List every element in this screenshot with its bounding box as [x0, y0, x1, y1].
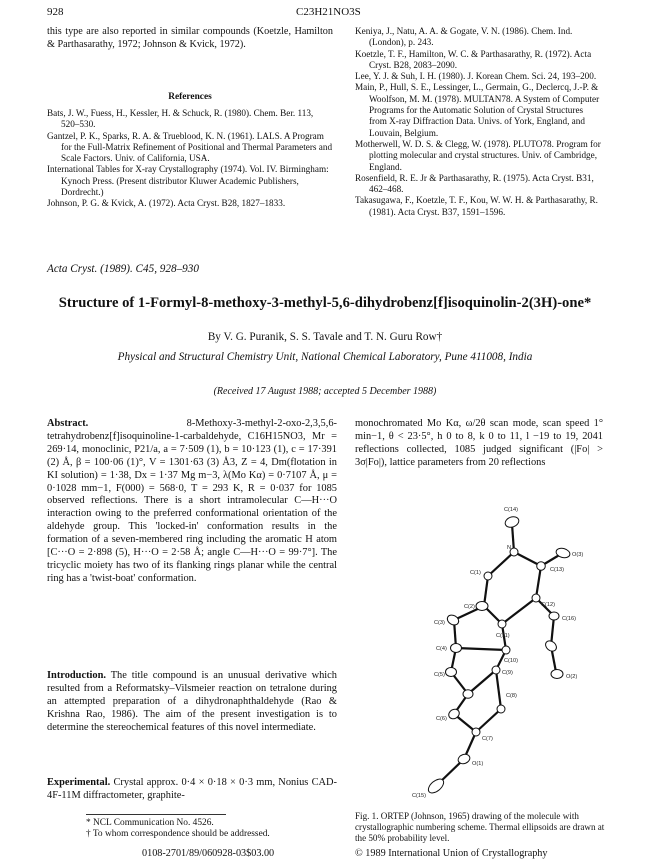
article-affiliation: Physical and Structural Chemistry Unit, National Chemical Laboratory, Pune 411008, India: [117, 351, 533, 363]
atom-label: C(4): [436, 646, 447, 652]
atom-label: C(5): [434, 672, 445, 678]
atom-label: N: [507, 545, 512, 551]
figure-caption: Fig. 1. ORTEP (Johnson, 1965) drawing of the molecule with crystallographic numbering scheme. Thermal ellipsoids are drawn at the 50% probability level.: [355, 811, 605, 843]
abstract-text: 8-Methoxy-3-methyl-2-oxo-2,3,5,6-tetrahydrobenz[f]isoquinoline-1-carbaldehyde, C16H15NO3, Mr = 269·14, monoclinic, P21/a, a = 7·509 (1), b = 10·123 (1), c = 17·391 (2) Å, β = 100·06 (1)°, V = 1301·63 (3) Å3, Z = 4, Dm(flotation in KI solution) = 1·38, Dx = 1·37 Mg m−3, λ(Mo Kα) = 0·7107 Å, μ = 0·1028 mm−1, F(000) = 568·0, T = 293 K, R = 0·037 for 1085 observed reflections. There is a short intramolecular C—H···O interaction owing to the preferred conformational orientation of the aldehyde group. This 'locked-in' conformation results in the formation of a seven-membered ring including the aromatic H atom [C···O = 2·898 (5), H···O = 2·58 Å; angle C—H···O = 99·7°]. The tricyclic moiety has two of its flanking rings planar while the central ring has a 'twist-boat' conformation.: [47, 418, 337, 584]
abstract-label: Abstract.: [47, 418, 89, 429]
running-title: C23H21NO3S: [296, 6, 361, 18]
footnotes: [86, 818, 336, 841]
received-dates: (Received 17 August 1988; accepted 5 December 1988): [213, 386, 437, 397]
introduction-label: Introduction.: [47, 670, 106, 681]
atom-label: C(7): [482, 736, 493, 742]
footnote-rule: [86, 814, 226, 815]
article-title: Structure of 1-Formyl-8-methoxy-3-methyl-5,6-dihydrobenz[f]isoquinolin-2(3H)-one*: [58, 295, 592, 311]
previous-article-continuation: this type are also reported in similar compounds (Koetzle, Hamilton & Parthasarathy, 1972; Johnson & Kvick, 1972).: [47, 26, 333, 50]
footnote-correspondence: † To whom correspondence should be addressed.: [86, 829, 270, 840]
reference-item: Bats, J. W., Fuess, H., Kessler, H. & Schuck, R. (1980). Chem. Ber. 113, 520–530.: [47, 108, 314, 130]
atom-label: C(13): [550, 567, 564, 573]
references-right: [355, 26, 603, 218]
footer-code: 0108-2701/89/060928-03$03.00: [142, 848, 275, 859]
atom-label: C(12): [541, 602, 555, 608]
reference-item: Koetzle, T. F., Hamilton, W. C. & Parthasarathy, R. (1972). Acta Cryst. B28, 2083–2090.: [355, 48, 592, 70]
atom-label: C(6): [436, 716, 447, 722]
reference-item: Keniya, J., Natu, A. A. & Gogate, V. N. (1986). Chem. Ind. (London), p. 243.: [355, 26, 573, 48]
abstract: [47, 418, 337, 586]
footer-copyright: © 1989 International Union of Crystallography: [355, 848, 548, 859]
experimental: [47, 777, 337, 803]
introduction-text: The title compound is an unusual derivative which resulted from a Reformatsky–Vilsmeier reaction on tetralone during an attempted preparation of a dihydronaphthaldehyde (Rao & Krishna Rao, 1986). The aim of the present investigation is to determine the stereochemical features of this novel intermediate.: [47, 670, 337, 733]
reference-item: Johnson, P. G. & Kvick, A. (1972). Acta Cryst. B28, 1827–1833.: [47, 198, 286, 209]
atom-label: C(15): [412, 793, 426, 799]
references-left: [47, 92, 333, 210]
article-authors: By V. G. Puranik, S. S. Tavale and T. N. Guru Row†: [207, 331, 443, 343]
reference-item: Takasugawa, F., Koetzle, T. F., Kou, W. W. H. & Parthasarathy, R. (1981). Acta Cryst. B37, 1591–1596.: [355, 195, 598, 217]
reference-item: Main, P., Hull, S. E., Lessinger, L., Germain, G., Declercq, J.-P. & Woolfson, M. M. (1978). MULTAN78. A System of Computer Programs for the Automatic Solution of Crystal Structures from X-ray Diffraction Data. Univs. of York, England, and Louvain, Belgium.: [355, 82, 600, 138]
atom-label: O(1): [472, 761, 484, 767]
thermal-ellipsoids: [426, 515, 571, 796]
introduction: [47, 670, 337, 735]
journal-reference: Acta Cryst. (1989). C45, 928–930: [47, 263, 199, 275]
experimental-continued: monochromated Mo Kα, ω/2θ scan mode, scan speed 1° min−1, θ < 23·5°, h 0 to 8, k 0 to 11, l −19 to 19, 2041 reflections collected, 1085 judged significant (|Fo| > 3σ|Fo|), lattice parameters from 20 reflections: [355, 418, 603, 468]
atom-label: O(3): [572, 552, 584, 558]
atom-label: C(8): [506, 693, 517, 699]
reference-item: Lee, Y. J. & Suh, I. H. (1980). J. Korean Chem. Sci. 24, 193–200.: [355, 71, 597, 82]
atom-label: C(16): [562, 616, 576, 622]
atom-label: C(14): [504, 507, 518, 513]
reference-item: Rosenfield, R. E. Jr & Parthasarathy, R. (1975). Acta Cryst. B31, 462–468.: [355, 172, 594, 195]
references-heading: References: [168, 92, 212, 102]
ortep-figure: [356, 494, 604, 806]
experimental-text: Crystal approx. 0·4 × 0·18 × 0·3 mm, Nonius CAD-4F-11M diffractometer, graphite-: [47, 777, 337, 801]
atom-label: O(2): [566, 674, 578, 680]
atom-label: C(3): [434, 620, 445, 626]
reference-item: Gantzel, P. K., Sparks, R. A. & Trueblood, K. N. (1961). LALS. A Program for the Full-Matrix Refinement of Positional and Thermal Parameters and Scale Factors. Univ. of California, USA.: [47, 130, 333, 164]
reference-item: Motherwell, W. D. S. & Clegg, W. (1978). PLUTO78. Program for plotting molecular and crystal structures. Univ. of Cambridge, England.: [355, 138, 601, 172]
atom-label: C(1): [470, 570, 481, 576]
reference-item: International Tables for X-ray Crystallography (1974). Vol. IV. Birmingham: Kynoch Press. (Present distributor Kluwer Academic Publishers, Dordrecht.): [47, 164, 329, 198]
atom-label: C(10): [504, 658, 518, 664]
atom-label: C(2): [464, 604, 475, 610]
atom-label: C(9): [502, 670, 513, 676]
atom-label: C(11): [496, 633, 510, 639]
page-number: 928: [47, 6, 64, 18]
experimental-label: Experimental.: [47, 777, 111, 788]
footnote-ncl: * NCL Communication No. 4526.: [86, 818, 214, 828]
